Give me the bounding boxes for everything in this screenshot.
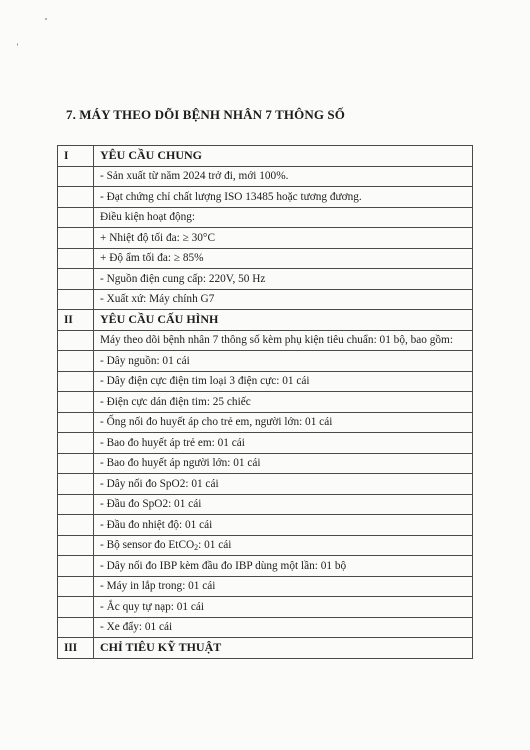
table-row [58,556,473,577]
row-number [58,187,94,208]
requirement-text: Điều kiện hoạt động: [94,207,473,228]
row-number [58,494,94,515]
requirement-text: + Độ ẩm tối đa: ≥ 85% [94,248,473,269]
requirement-text: - Bao đo huyết áp trẻ em: 01 cái [94,433,473,454]
row-number [58,597,94,618]
table-row [58,617,473,638]
scan-speck [45,18,47,20]
requirement-text: - Dây nối đo SpO2: 01 cái [94,474,473,495]
requirement-text: - Sản xuất từ năm 2024 trở đi, mới 100%. [94,166,473,187]
scan-speck [17,43,18,46]
row-number [58,535,94,556]
requirement-text: - Đạt chứng chỉ chất lượng ISO 13485 hoặc tương đương. [94,187,473,208]
table-row [58,228,473,249]
table-row [58,392,473,413]
row-number [58,474,94,495]
section-header-row [58,310,473,331]
table-row [58,453,473,474]
section-title: 7. MÁY THEO DÕI BỆNH NHÂN 7 THÔNG SỐ [66,107,345,122]
requirement-text: - Xe đẩy: 01 cái [94,617,473,638]
table-row [58,269,473,290]
table-row [58,289,473,310]
row-number [58,330,94,351]
requirement-subscript: 2 [194,542,199,552]
table-row [58,166,473,187]
requirement-text: - Dây nguồn: 01 cái [94,351,473,372]
requirement-text: - Nguồn điện cung cấp: 220V, 50 Hz [94,269,473,290]
row-number: III [58,638,94,659]
table-row [58,412,473,433]
table-row [58,351,473,372]
table-row [58,371,473,392]
requirement-text: - Đầu đo nhiệt độ: 01 cái [94,515,473,536]
requirement-text-part: - Bộ sensor đo EtCO [100,538,195,551]
section-heading-cell: CHỈ TIÊU KỸ THUẬT [94,638,473,659]
table-row [58,474,473,495]
row-number [58,371,94,392]
row-number [58,207,94,228]
requirement-text: + Nhiệt độ tối đa: ≥ 30°C [94,228,473,249]
requirement-text: - Máy in lắp trong: 01 cái [94,576,473,597]
table-row [58,515,473,536]
requirement-text [94,535,473,556]
requirement-text: - Dây điện cực điện tim loại 3 điện cực: 01 cái [94,371,473,392]
requirement-text: Máy theo dõi bệnh nhân 7 thông số kèm phụ kiện tiêu chuẩn: 01 bộ, bao gồm: [94,330,473,351]
table-row [58,248,473,269]
table-row [58,494,473,515]
requirement-text: - Ắc quy tự nạp: 01 cái [94,597,473,618]
row-number [58,166,94,187]
table-row [58,433,473,454]
requirement-text: - Bao đo huyết áp người lớn: 01 cái [94,453,473,474]
row-number [58,576,94,597]
requirement-text-part: : 01 cái [198,538,232,551]
section-header-row [58,146,473,167]
table-row [58,576,473,597]
row-number [58,433,94,454]
requirement-text: - Dây nối đo IBP kèm đầu đo IBP dùng một lần: 01 bộ [94,556,473,577]
row-number [58,412,94,433]
requirement-text: - Điện cực dán điện tim: 25 chiếc [94,392,473,413]
requirement-text: - Xuất xứ: Máy chính G7 [94,289,473,310]
requirement-text: - Ống nối đo huyết áp cho trẻ em, người lớn: 01 cái [94,412,473,433]
table-row [58,207,473,228]
table-row [58,597,473,618]
row-number [58,392,94,413]
table-row [58,535,473,556]
row-number [58,556,94,577]
table-row [58,330,473,351]
requirement-text: - Đầu đo SpO2: 01 cái [94,494,473,515]
row-number [58,248,94,269]
row-number [58,228,94,249]
row-number [58,289,94,310]
row-number [58,453,94,474]
table-row [58,187,473,208]
section-heading-cell: YÊU CẦU CHUNG [94,146,473,167]
row-number [58,617,94,638]
row-number [58,269,94,290]
row-number: II [58,310,94,331]
row-number [58,351,94,372]
row-number [58,515,94,536]
section-heading-cell: YÊU CẦU CẤU HÌNH [94,310,473,331]
row-number: I [58,146,94,167]
section-header-row [58,638,473,659]
specification-table [57,145,473,659]
